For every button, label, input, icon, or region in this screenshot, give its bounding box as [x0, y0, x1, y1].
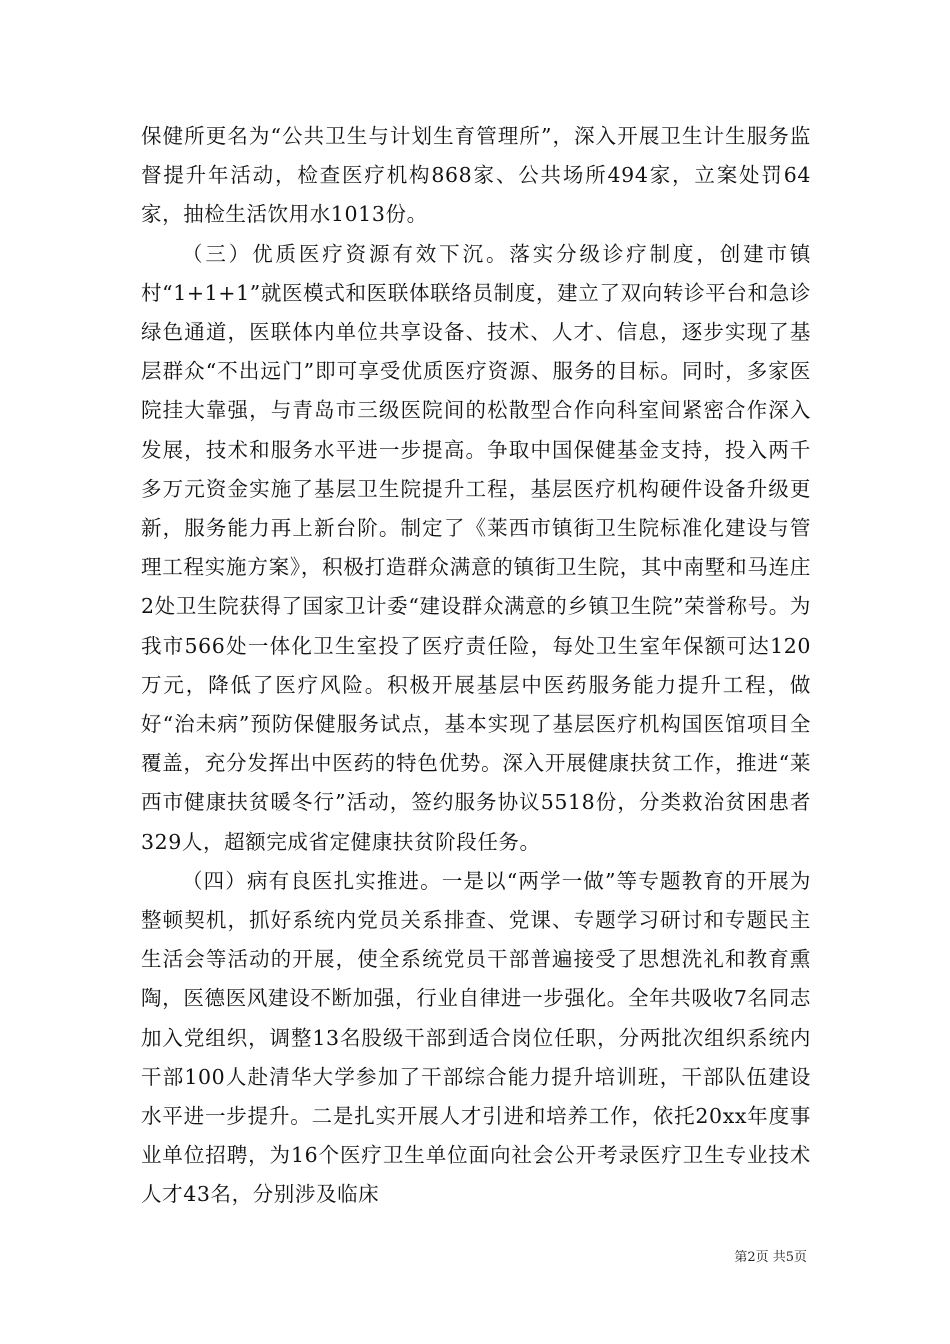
paragraph-section-3: （三）优质医疗资源有效下沉。落实分级诊疗制度，创建市镇村“1+1+1”就医模式和医联体联络员制度，建立了双向转诊平台和急诊绿色通道，医联体内单位共享设备、技术、人才、信息，逐步实现了基层群众“不出远门”即可享受优质医疗资源、服务的目标。同时，多家医院挂大靠强，与青岛市三级医院间的松散型合作向科室间紧密合作深入发展，技术和服务水平进一步提高。争取中国保健基金支持，投入两千多万元资金实施了基层卫生院提升工程，基层医疗机构硬件设备升级更新，服务能力再上新台阶。制定了《莱西市镇街卫生院标准化建设与管理工程实施方案》，积极打造群众满意的镇街卫生院，其中南墅和马连庄2处卫生院获得了国家卫计委“建设群众满意的乡镇卫生院”荣誉称号。为我市566处一体化卫生室投了医疗责任险，每处卫生室年保额可达120万元，降低了医疗风险。积极开展基层中医药服务能力提升工程，做好“治未病”预防保健服务试点，基本实现了基层医疗机构国医馆项目全覆盖，充分发挥出中医药的特色优势。深入开展健康扶贫工作，推进“莱西市健康扶贫暖冬行”活动，签约服务协议5518份，分类救治贫困患者329人，超额完成省定健康扶贫阶段任务。 [141, 241, 811, 854]
document-body [141, 117, 811, 1215]
paragraph-section-4: （四）病有良医扎实推进。一是以“两学一做”等专题教育的开展为整顿契机，抓好系统内党员关系排查、党课、专题学习研讨和专题民主生活会等活动的开展，使全系统党员干部普遍接受了思想洗礼和教育熏陶，医德医风建设不断加强，行业自律进一步强化。全年共吸收7名同志加入党组织，调整13名股级干部到适合岗位任职，分两批次组织系统内干部100人赴清华大学参加了干部综合能力提升培训班，干部队伍建设水平进一步提升。二是扎实开展人才引进和培养工作，依托20xx年度事业单位招聘，为16个医疗卫生单位面向社会公开考录医疗卫生专业技术人才43名，分别涉及临床 [141, 868, 811, 1207]
paragraph-continuation: 保健所更名为“公共卫生与计划生育管理所”，深入开展卫生计生服务监督提升年活动，检查医疗机构868家、公共场所494家，立案处罚64家，抽检生活饮用水1013份。 [141, 124, 811, 227]
page-number-footer: 第2页 共5页 [734, 1250, 807, 1265]
